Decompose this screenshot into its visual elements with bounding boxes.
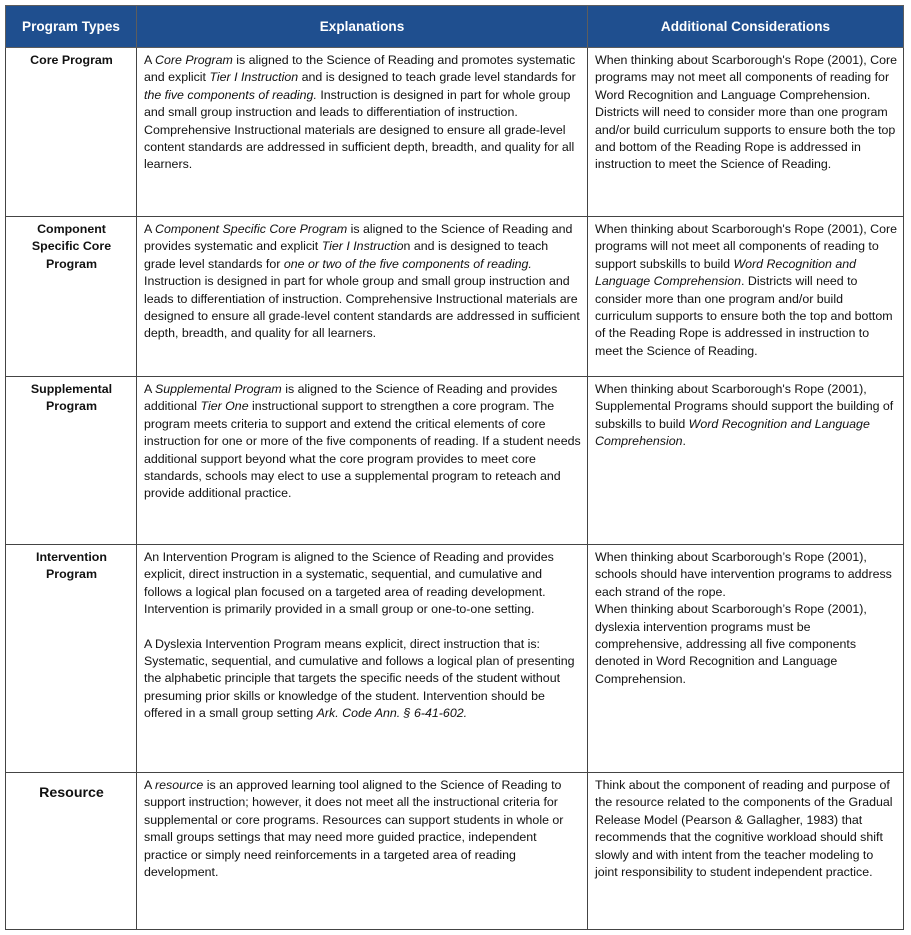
program-type-cell: Intervention Program <box>6 545 137 773</box>
text-run: Think about the component of reading and purpose of the resource related to the components of the Gradual Release Model (Pearson & Gallagher, 1983) that recommends that the cognitive workload should shift slowly and with intent from the teacher modeling to joint responsibility to student independent practice. <box>595 778 893 880</box>
program-type-cell: Core Program <box>6 48 137 217</box>
text-run: A <box>144 53 156 67</box>
explanation-cell <box>137 773 588 930</box>
table-row-component-specific <box>6 217 904 377</box>
header-explanations: Explanations <box>137 6 588 48</box>
explanation-text: An Intervention Program is aligned to the Science of Reading and provides explicit, direct instruction in a systematic, sequential, and cumulative and follows a logical plan focused on a targeted area of reading development. Intervention is primarily provided in a small group or one-to-one setting. <box>144 550 554 617</box>
explanation-text <box>144 381 581 503</box>
explanation-text <box>144 221 581 343</box>
header-additional-considerations: Additional Considerations <box>588 6 904 48</box>
consideration-cell <box>588 377 904 545</box>
text-run: is an approved learning tool aligned to the Science of Reading to support instruction; however, it does not meet all the instructional criteria for supplemental or core programs. Resources can support students in whole or small groups settings that may need more guided practice, independent practice or simply need reinforcements in a targeted area of reading development. <box>144 778 564 880</box>
italic-term: the five components of reading. <box>144 87 317 102</box>
program-type-cell: Component Specific Core Program <box>6 217 137 377</box>
text-run: When thinking about Scarborough's Rope (2001), Core programs may not meet all components of reading for Word Recognition and Language Comprehension. Districts will need to consider more than one program and/or build curriculum supports to ensure both the top and bottom of the Reading Rope is addressed in instruction to meet the Science of Reading. <box>595 53 897 172</box>
text-run: is aligned to the Science of Reading and promotes systematic and explicit <box>144 53 576 85</box>
italic-term: Supplemental Program <box>155 382 282 396</box>
table-row-core-program <box>6 48 904 217</box>
explanation-cell <box>137 377 588 545</box>
explanation-cell <box>137 217 588 377</box>
consideration-cell <box>588 773 904 930</box>
text-run: A <box>144 778 156 792</box>
italic-term: Component Specific Core Program <box>155 222 348 236</box>
text-run: instructional support to strengthen a core program. The program meets criteria to support and extend the critical elements of core instruction for one or more of the five components of reading. If a student needs additional support beyond what the core program provides to meet core standards, schools may elect to use a supplemental program to reteach and provide additional practice. <box>144 399 581 501</box>
explanation-cell <box>137 545 588 773</box>
text-run: When thinking about Scarborough's Rope (2001), Core programs will not meet all components of reading to support subskills to build <box>595 222 897 271</box>
italic-term: one or two of the five components of reading. <box>283 256 532 271</box>
table-row-intervention <box>6 545 904 773</box>
header-program-types: Program Types <box>6 6 137 48</box>
text-run: Instruction is designed in part for whole group and small group instruction and leads to differentiation of instruction. Comprehensive Instructional materials are designed to ensure all grade-level content standards are addressed in sufficient depth, breadth, and quality for all learners. <box>144 274 580 341</box>
italic-term: Tier One <box>200 399 249 414</box>
consideration-text: When thinking about Scarborough’s Rope (2001), schools should have intervention programs to address each strand of the rope. <box>595 550 892 599</box>
header-row <box>6 6 904 48</box>
explanation-text <box>144 52 581 174</box>
text-run: is aligned to the Science of Reading and provides additional <box>144 382 558 414</box>
italic-term: resource <box>155 778 204 792</box>
text-run: A Dyslexia Intervention Program means explicit, direct instruction that is: Systematic, sequential, and cumulative and follows a logical plan of presenting the alphabetic principle that targets the specific needs of the student without presuming prior skills or knowledge of the student. Intervention should be offered in a small group setting <box>144 636 575 721</box>
dyslexia-consideration-text: When thinking about Scarborough’s Rope (2001), dyslexia intervention programs must be comprehensive, addressing all five components denoted in Word Recognition and Language Comprehension. <box>595 602 867 686</box>
program-type-cell: Supplemental Program <box>6 377 137 545</box>
dyslexia-explanation-text <box>144 636 581 723</box>
italic-term: Ark. Code Ann. § 6-41-602. <box>316 706 468 721</box>
explanation-cell <box>137 48 588 217</box>
consideration-text <box>595 52 897 174</box>
consideration-cell <box>588 217 904 377</box>
consideration-cell <box>588 545 904 773</box>
program-types-table <box>5 5 904 930</box>
text-run: is aligned to the Science of Reading and provides systematic and explicit <box>144 222 573 254</box>
text-run: A <box>144 222 156 236</box>
italic-term: Word Recognition and Language Comprehension <box>595 416 870 449</box>
table-row-supplemental <box>6 377 904 545</box>
text-run: and is designed to teach grade level standards for <box>298 70 576 85</box>
italic-term: Core Program <box>155 53 233 67</box>
text-run: . <box>682 434 686 449</box>
text-run: n and is designed to teach grade level standards for <box>144 239 549 271</box>
text-run: Instruction is designed in part for whole group and small group instruction and leads to differentiation of instruction. Comprehensive Instructional materials are designed to ensure all grade-level content standards are addressed in sufficient depth, breadth, and quality for all learners. <box>144 87 575 172</box>
text-run: . Districts will need to consider more than one program and/or build curriculum supports to ensure both the top and bottom of the Reading Rope is addressed in instruction to meet the Science of Reading. <box>595 274 893 358</box>
italic-term: Tier I Instruction <box>209 70 299 85</box>
program-type-cell: Resource <box>6 773 137 930</box>
text-run: A <box>144 382 156 396</box>
consideration-text <box>595 777 897 881</box>
italic-term: Tier I Instructio <box>321 239 404 254</box>
consideration-text <box>595 381 897 451</box>
explanation-text <box>144 777 581 881</box>
italic-term: Word Recognition and Language Comprehension <box>595 256 857 289</box>
table-row-resource <box>6 773 904 930</box>
consideration-cell <box>588 48 904 217</box>
text-run: When thinking about Scarborough's Rope (2001), Supplemental Programs should support the building of subskills to build <box>595 382 894 431</box>
consideration-text <box>595 221 897 360</box>
